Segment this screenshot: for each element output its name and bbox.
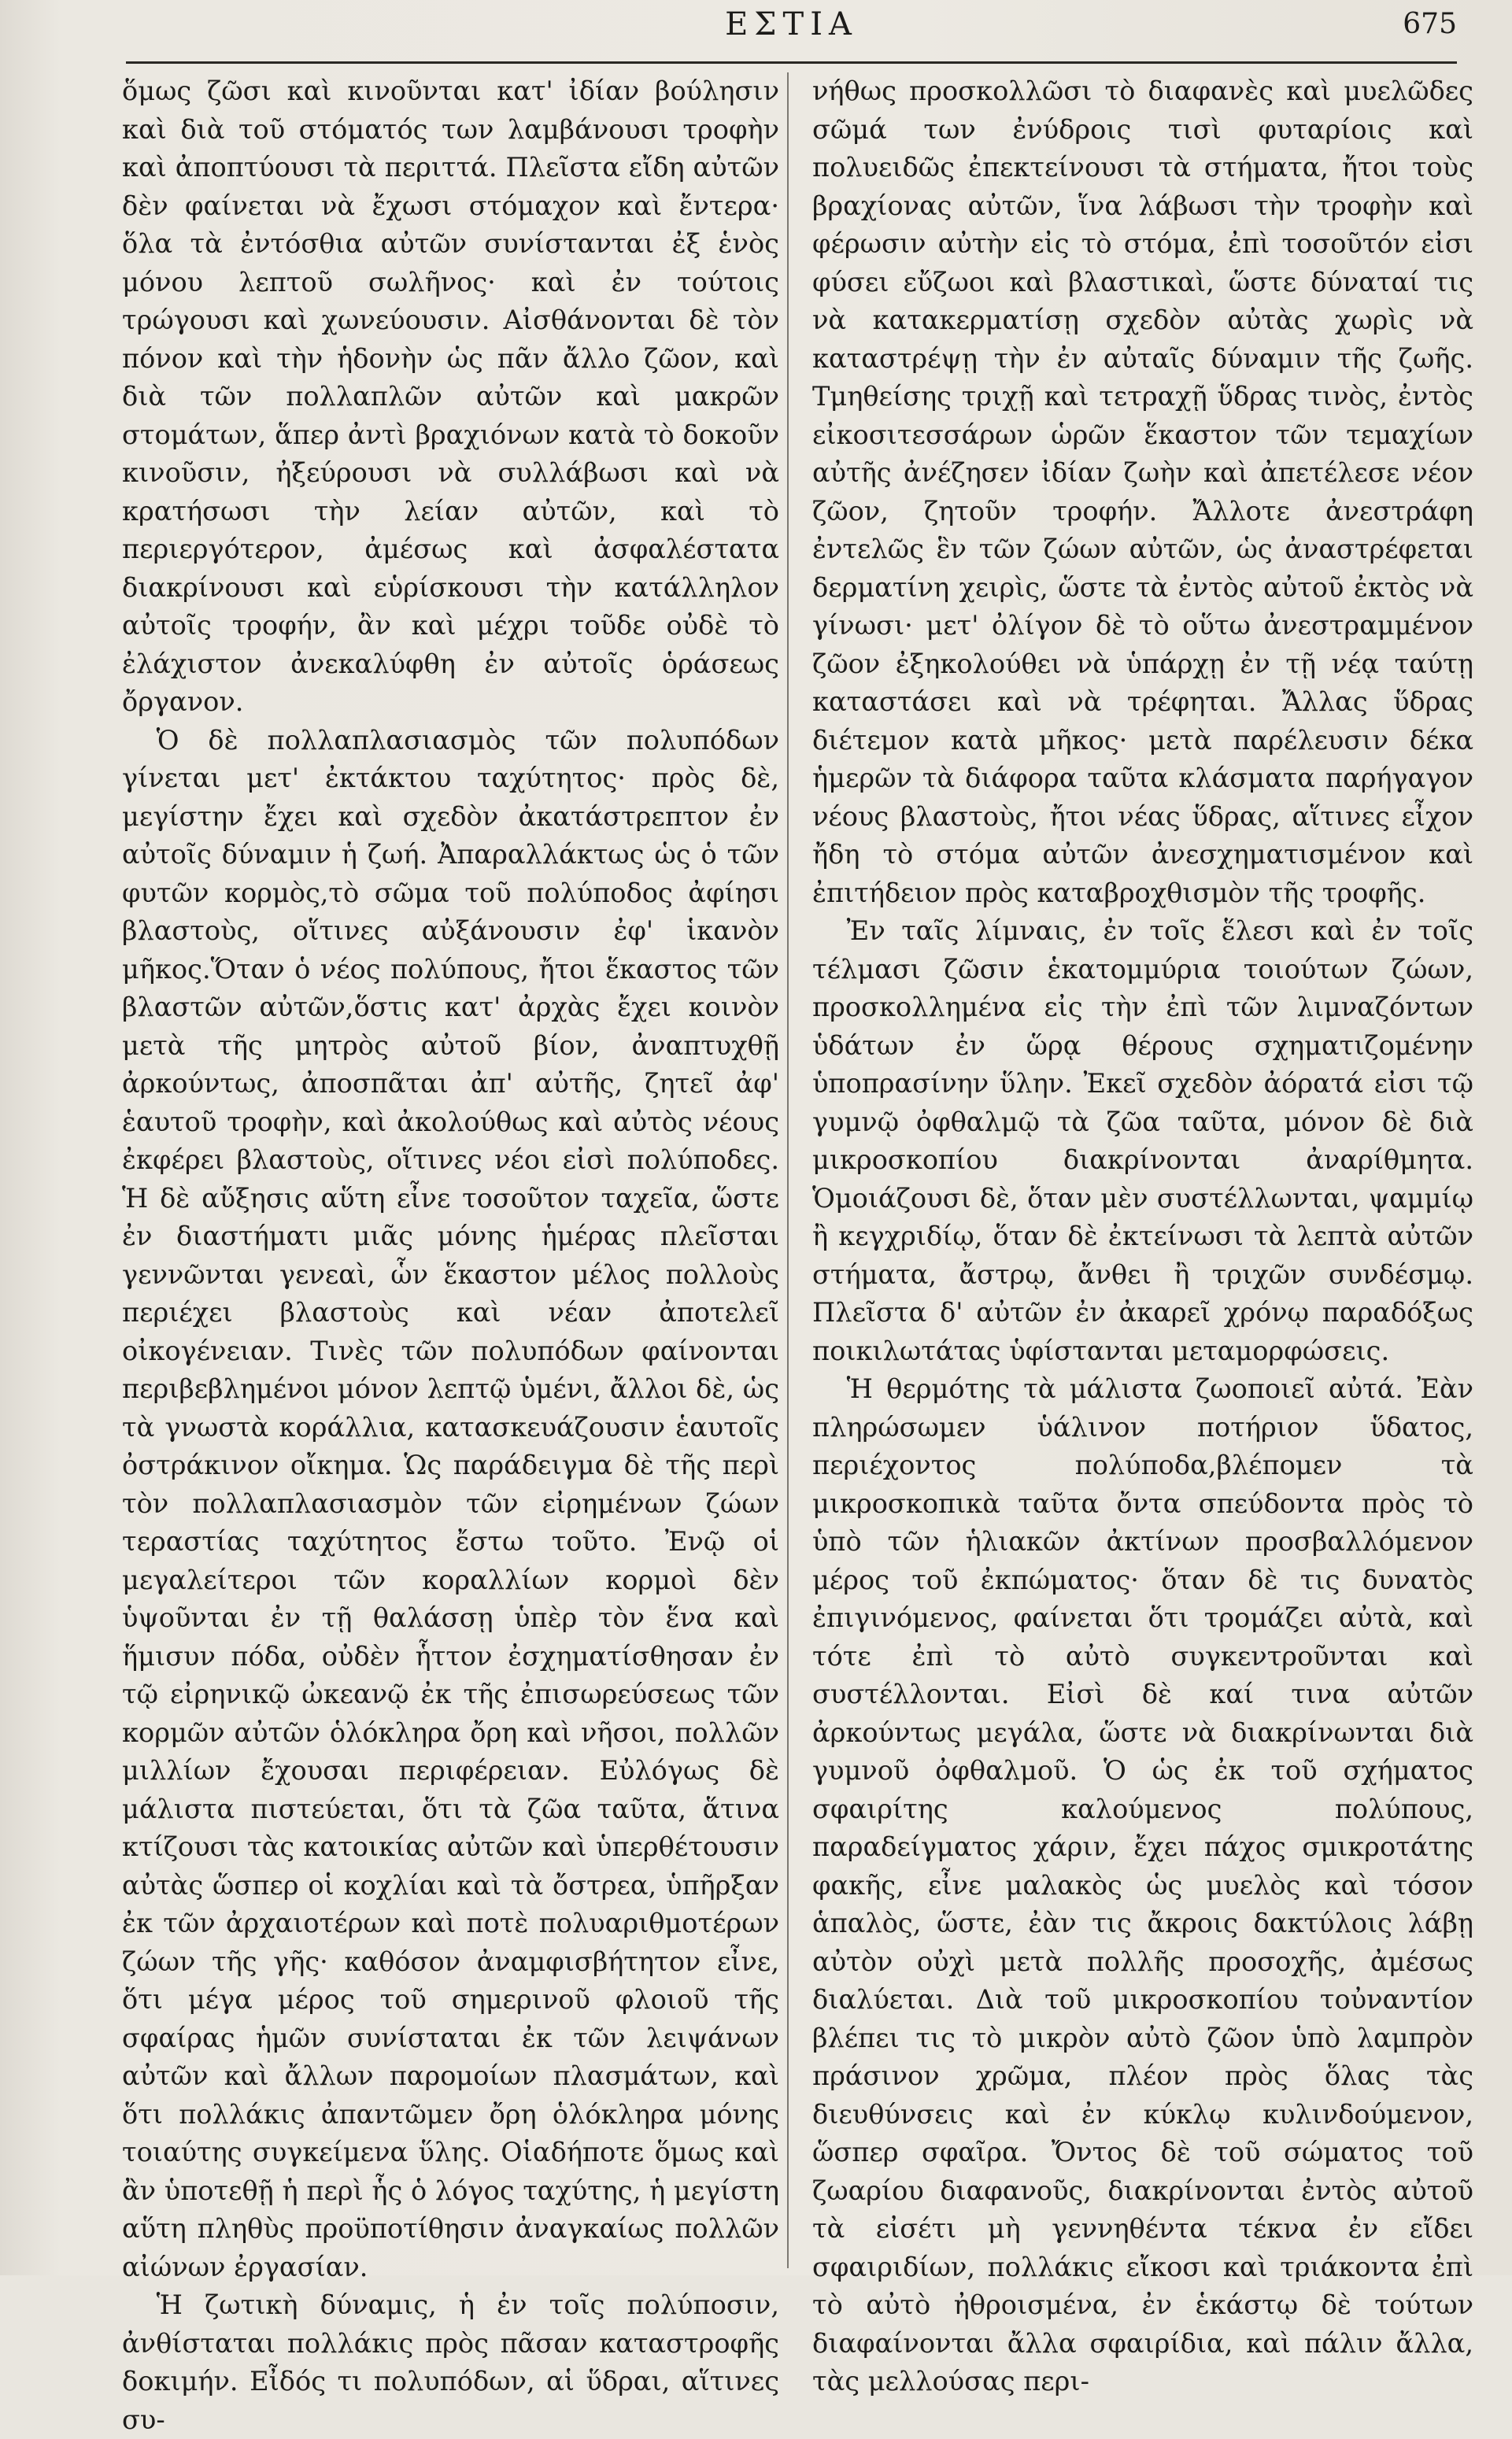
page-header xyxy=(126,6,1457,50)
page-number: 675 xyxy=(1403,8,1457,40)
running-title: ΕΣΤΙΑ xyxy=(725,6,858,42)
right-column xyxy=(812,72,1473,2401)
left-column xyxy=(122,72,779,2439)
right-paragraph-2: Ἐν ταῖς λίμναις, ἐν τοῖς ἕλεσι καὶ ἐν τοῖς τέλμασι ζῶσιν ἑκατομμύρια τοιούτων ζώων, προσκολλημένα εἰς τὴν ἐπὶ τῶν λιμναζόντων ὑδάτων ἐν ὥρᾳ θέρους σχηματιζομένην ὑποπρασίνην ὕλην. Ἐκεῖ σχεδὸν ἀόρατά εἰσι τῷ γυμνῷ ὀφθαλμῷ τὰ ζῶα ταῦτα, μόνον δὲ διὰ μικροσκοπίου διακρίνονται ἀναρίθμητα. Ὁμοιάζουσι δὲ, ὅταν μὲν συστέλλωνται, ψαμμίῳ ἢ κεγχριδίῳ, ὅταν δὲ ἐκτείνωσι τὰ λεπτὰ αὐτῶν στήματα, ἄστρῳ, ἄνθει ἢ τριχῶν συνδέσμῳ. Πλεῖστα δ' αὐτῶν ἐν ἀκαρεῖ χρόνῳ παραδόξως ποικιλωτάτας ὑφίστανται μεταμορφώσεις. xyxy=(812,915,1473,1366)
right-paragraph-3: Ἡ θερμότης τὰ μάλιστα ζωοποιεῖ αὐτά. Ἐὰν πληρώσωμεν ὑάλινον ποτήριον ὕδατος, περιέχοντος πολύποδα,βλέπομεν τὰ μικροσκοπικὰ ταῦτα ὄντα σπεύδοντα πρὸς τὸ ὑπὸ τῶν ἡλιακῶν ἀκτίνων προσβαλλόμενον μέρος τοῦ ἐκπώματος· ὅταν δὲ τις δυνατὸς ἐπιγινόμενος, φαίνεται ὅτι τρομάζει αὐτὰ, καὶ τότε ἐπὶ τὸ αὐτὸ συγκεντροῦνται καὶ συστέλλονται. Εἰσὶ δὲ καί τινα αὐτῶν ἀρκούντως μεγάλα, ὥστε νὰ διακρίνωνται διὰ γυμνοῦ ὀφθαλμοῦ. Ὁ ὡς ἐκ τοῦ σχήματος σφαιρίτης καλούμενος πολύπους, παραδείγματος χάριν, ἔχει πάχος σμικροτάτης φακῆς, εἶνε μαλακὸς ὡς μυελὸς καὶ τόσον ἁπαλὸς, ὥστε, ἐὰν τις ἄκροις δακτύλοις λάβῃ αὐτὸν οὐχὶ μετὰ πολλῆς προσοχῆς, ἀμέσως διαλύεται. Διὰ τοῦ μικροσκοπίου τοὐναντίον βλέπει τις τὸ μικρὸν αὐτὸ ζῶον ὑπὸ λαμπρὸν πράσινον χρῶμα, πλέον πρὸς ὅλας τὰς διευθύνσεις καὶ ἐν κύκλῳ κυλινδούμενον, ὥσπερ σφαῖρα. Ὄντος δὲ τοῦ σώματος τοῦ ζωαρίου διαφανοῦς, διακρίνονται ἐντὸς αὐτοῦ τὰ εἰσέτι μὴ γεννηθέντα τέκνα ἐν εἴδει σφαιριδίων, πολλάκις εἴκοσι καὶ τριάκοντα ἐπὶ τὸ αὐτὸ ἠθροισμένα, ἐν ἑκάστῳ δὲ τούτων διαφαίνονται ἄλλα σφαιρίδια, καὶ πάλιν ἄλλα, τὰς μελλούσας περι- xyxy=(812,1373,1473,2397)
column-rule xyxy=(787,72,789,2268)
left-paragraph-3: Ἡ ζωτικὴ δύναμις, ἡ ἐν τοῖς πολύποσιν, ἀνθίσταται πολλάκις πρὸς πᾶσαν καταστροφῆς δοκιμήν. Εἶδός τι πολυπόδων, αἱ ὕδραι, αἵτινες συ- xyxy=(122,2289,779,2435)
left-paragraph-2: Ὁ δὲ πολλαπλασιασμὸς τῶν πολυπόδων γίνεται μετ' ἐκτάκτου ταχύτητος· πρὸς δὲ, μεγίστην ἔχει καὶ σχεδὸν ἀκατάστρεπτον ἐν αὐτοῖς δύναμιν ἡ ζωή. Ἀπαραλλάκτως ὡς ὁ τῶν φυτῶν κορμὸς,τὸ σῶμα τοῦ πολύποδος ἀφίησι βλαστοὺς, οἵτινες αὐξάνουσιν ἐφ' ἱκανὸν μῆκος.Ὅταν ὁ νέος πολύπους, ἤτοι ἕκαστος τῶν βλαστῶν αὐτῶν,ὅστις κατ' ἀρχὰς ἔχει κοινὸν μετὰ τῆς μητρὸς αὐτοῦ βίον, ἀναπτυχθῇ ἀρκούντως, ἀποσπᾶται ἀπ' αὐτῆς, ζητεῖ ἀφ' ἑαυτοῦ τροφὴν, καὶ ἀκολούθως καὶ αὐτὸς νέους ἐκφέρει βλαστοὺς, οἵτινες νέοι εἰσὶ πολύποδες. Ἡ δὲ αὔξησις αὕτη εἶνε τοσοῦτον ταχεῖα, ὥστε ἐν διαστήματι μιᾶς μόνης ἡμέρας πλεῖσται γεννῶνται γενεαὶ, ὧν ἕκαστον μέλος πολλοὺς περιέχει βλαστοὺς καὶ νέαν ἀποτελεῖ οἰκογένειαν. Τινὲς τῶν πολυπόδων φαίνονται περιβεβλημένοι μόνον λεπτῷ ὑμένι, ἄλλοι δὲ, ὡς τὰ γνωστὰ κοράλλια, κατασκευάζουσιν ἑαυτοῖς ὀστράκινον οἴκημα. Ὡς παράδειγμα δὲ τῆς περὶ τὸν πολλαπλασιασμὸν τῶν εἰρημένων ζώων τεραστίας ταχύτητος ἔστω τοῦτο. Ἐνῷ οἱ μεγαλείτεροι τῶν κοραλλίων κορμοὶ δὲν ὑψοῦνται ἐν τῇ θαλάσσῃ ὑπὲρ τὸν ἕνα καὶ ἥμισυν πόδα, οὐδὲν ἧττον ἐσχηματίσθησαν ἐν τῷ εἰρηνικῷ ὠκεανῷ ἐκ τῆς ἐπισωρεύσεως τῶν κορμῶν αὐτῶν ὁλόκληρα ὄρη καὶ νῆσοι, πολλῶν μιλλίων ἔχουσαι περιφέρειαν. Εὐλόγως δὲ μάλιστα πιστεύεται, ὅτι τὰ ζῶα ταῦτα, ἅτινα κτίζουσι τὰς κατοικίας αὐτῶν καὶ ὑπερθέτουσιν αὐτὰς ὥσπερ οἱ κοχλίαι καὶ τὰ ὄστρεα, ὑπῆρξαν ἐκ τῶν ἀρχαιοτέρων καὶ ποτὲ πολυαριθμοτέρων ζώων τῆς γῆς· καθόσον ἀναμφισβήτητον εἶνε, ὅτι μέγα μέρος τοῦ σημερινοῦ φλοιοῦ τῆς σφαίρας ἡμῶν συνίσταται ἐκ τῶν λειψάνων αὐτῶν καὶ ἄλλων παρομοίων πλασμάτων, καὶ ὅτι πολλάκις ἀπαντῶμεν ὄρη ὁλόκληρα μόνης τοιαύτης συγκείμενα ὕλης. Οἱαδήποτε ὅμως καὶ ἂν ὑποτεθῇ ἡ περὶ ἧς ὁ λόγος ταχύτης, ἡ μεγίστη αὕτη πληθὺς προϋποτίθησιν ἀναγκαίως πολλῶν αἰώνων ἐργασίαν. xyxy=(122,724,779,2282)
right-paragraph-1: νήθως προσκολλῶσι τὸ διαφανὲς καὶ μυελῶδες σῶμά των ἐνύδροις τισὶ φυταρίοις καὶ πολυειδῶς ἐπεκτείνουσι τὰ στήματα, ἤτοι τοὺς βραχίονας αὐτῶν, ἵνα λάβωσι τὴν τροφὴν καὶ φέρωσιν αὐτὴν εἰς τὸ στόμα, ἐπὶ τοσοῦτόν εἰσι φύσει εὔζωοι καὶ βλαστικαὶ, ὥστε δύναταί τις νὰ κατακερματίσῃ σχεδὸν αὐτὰς χωρὶς νὰ καταστρέψῃ τὴν ἐν αὐταῖς δύναμιν τῆς ζωῆς. Τμηθείσης τριχῇ καὶ τετραχῇ ὕδρας τινὸς, ἐντὸς εἰκοσιτεσσάρων ὡρῶν ἕκαστον τῶν τεμαχίων αὐτῆς ἀνέζησεν ἰδίαν ζωὴν καὶ ἀπετέλεσε νέον ζῶον, ζητοῦν τροφήν. Ἄλλοτε ἀνεστράφη ἐντελῶς ἓν τῶν ζώων αὐτῶν, ὡς ἀναστρέφεται δερματίνη χειρὶς, ὥστε τὰ ἐντὸς αὐτοῦ ἐκτὸς νὰ γίνωσι· μετ' ὀλίγον δὲ τὸ οὕτω ἀνεστραμμένον ζῶον ἐξηκολούθει νὰ ὑπάρχῃ ἐν τῇ νέᾳ ταύτῃ καταστάσει καὶ νὰ τρέφηται. Ἄλλας ὕδρας διέτεμον κατὰ μῆκος· μετὰ παρέλευσιν δέκα ἡμερῶν τὰ διάφορα ταῦτα κλάσματα παρήγαγον νέους βλαστοὺς, ἤτοι νέας ὕδρας, αἵτινες εἶχον ἤδη τὸ στόμα αὐτῶν ἀνεσχηματισμένον καὶ ἐπιτήδειον πρὸς καταβροχθισμὸν τῆς τροφῆς. xyxy=(812,76,1473,908)
left-paragraph-1: ὅμως ζῶσι καὶ κινοῦνται κατ' ἰδίαν βούλησιν καὶ διὰ τοῦ στόματός των λαμβάνουσι τροφὴν καὶ ἀποπτύουσι τὰ περιττά. Πλεῖστα εἴδη αὐτῶν δὲν φαίνεται νὰ ἔχωσι στόμαχον καὶ ἔντερα· ὅλα τὰ ἐντόσθια αὐτῶν συνίστανται ἐξ ἑνὸς μόνου λεπτοῦ σωλῆνος· καὶ ἐν τούτοις τρώγουσι καὶ χωνεύουσιν. Αἰσθάνονται δὲ τὸν πόνον καὶ τὴν ἡδονὴν ὡς πᾶν ἄλλο ζῶον, καὶ διὰ τῶν πολλαπλῶν αὐτῶν καὶ μακρῶν στομάτων, ἅπερ ἀντὶ βραχιόνων κατὰ τὸ δοκοῦν κινοῦσιν, ἠξεύρουσι νὰ συλλάβωσι καὶ νὰ κρατήσωσι τὴν λείαν αὐτῶν, καὶ τὸ περιεργότερον, ἀμέσως καὶ ἀσφαλέστατα διακρίνουσι καὶ εὑρίσκουσι τὴν κατάλληλον αὐτοῖς τροφήν, ἂν καὶ μέχρι τοῦδε οὐδὲ τὸ ἐλάχιστον ἀνεκαλύφθη ἐν αὐτοῖς ὁράσεως ὄργανον. xyxy=(122,76,779,717)
header-rule xyxy=(126,61,1457,64)
